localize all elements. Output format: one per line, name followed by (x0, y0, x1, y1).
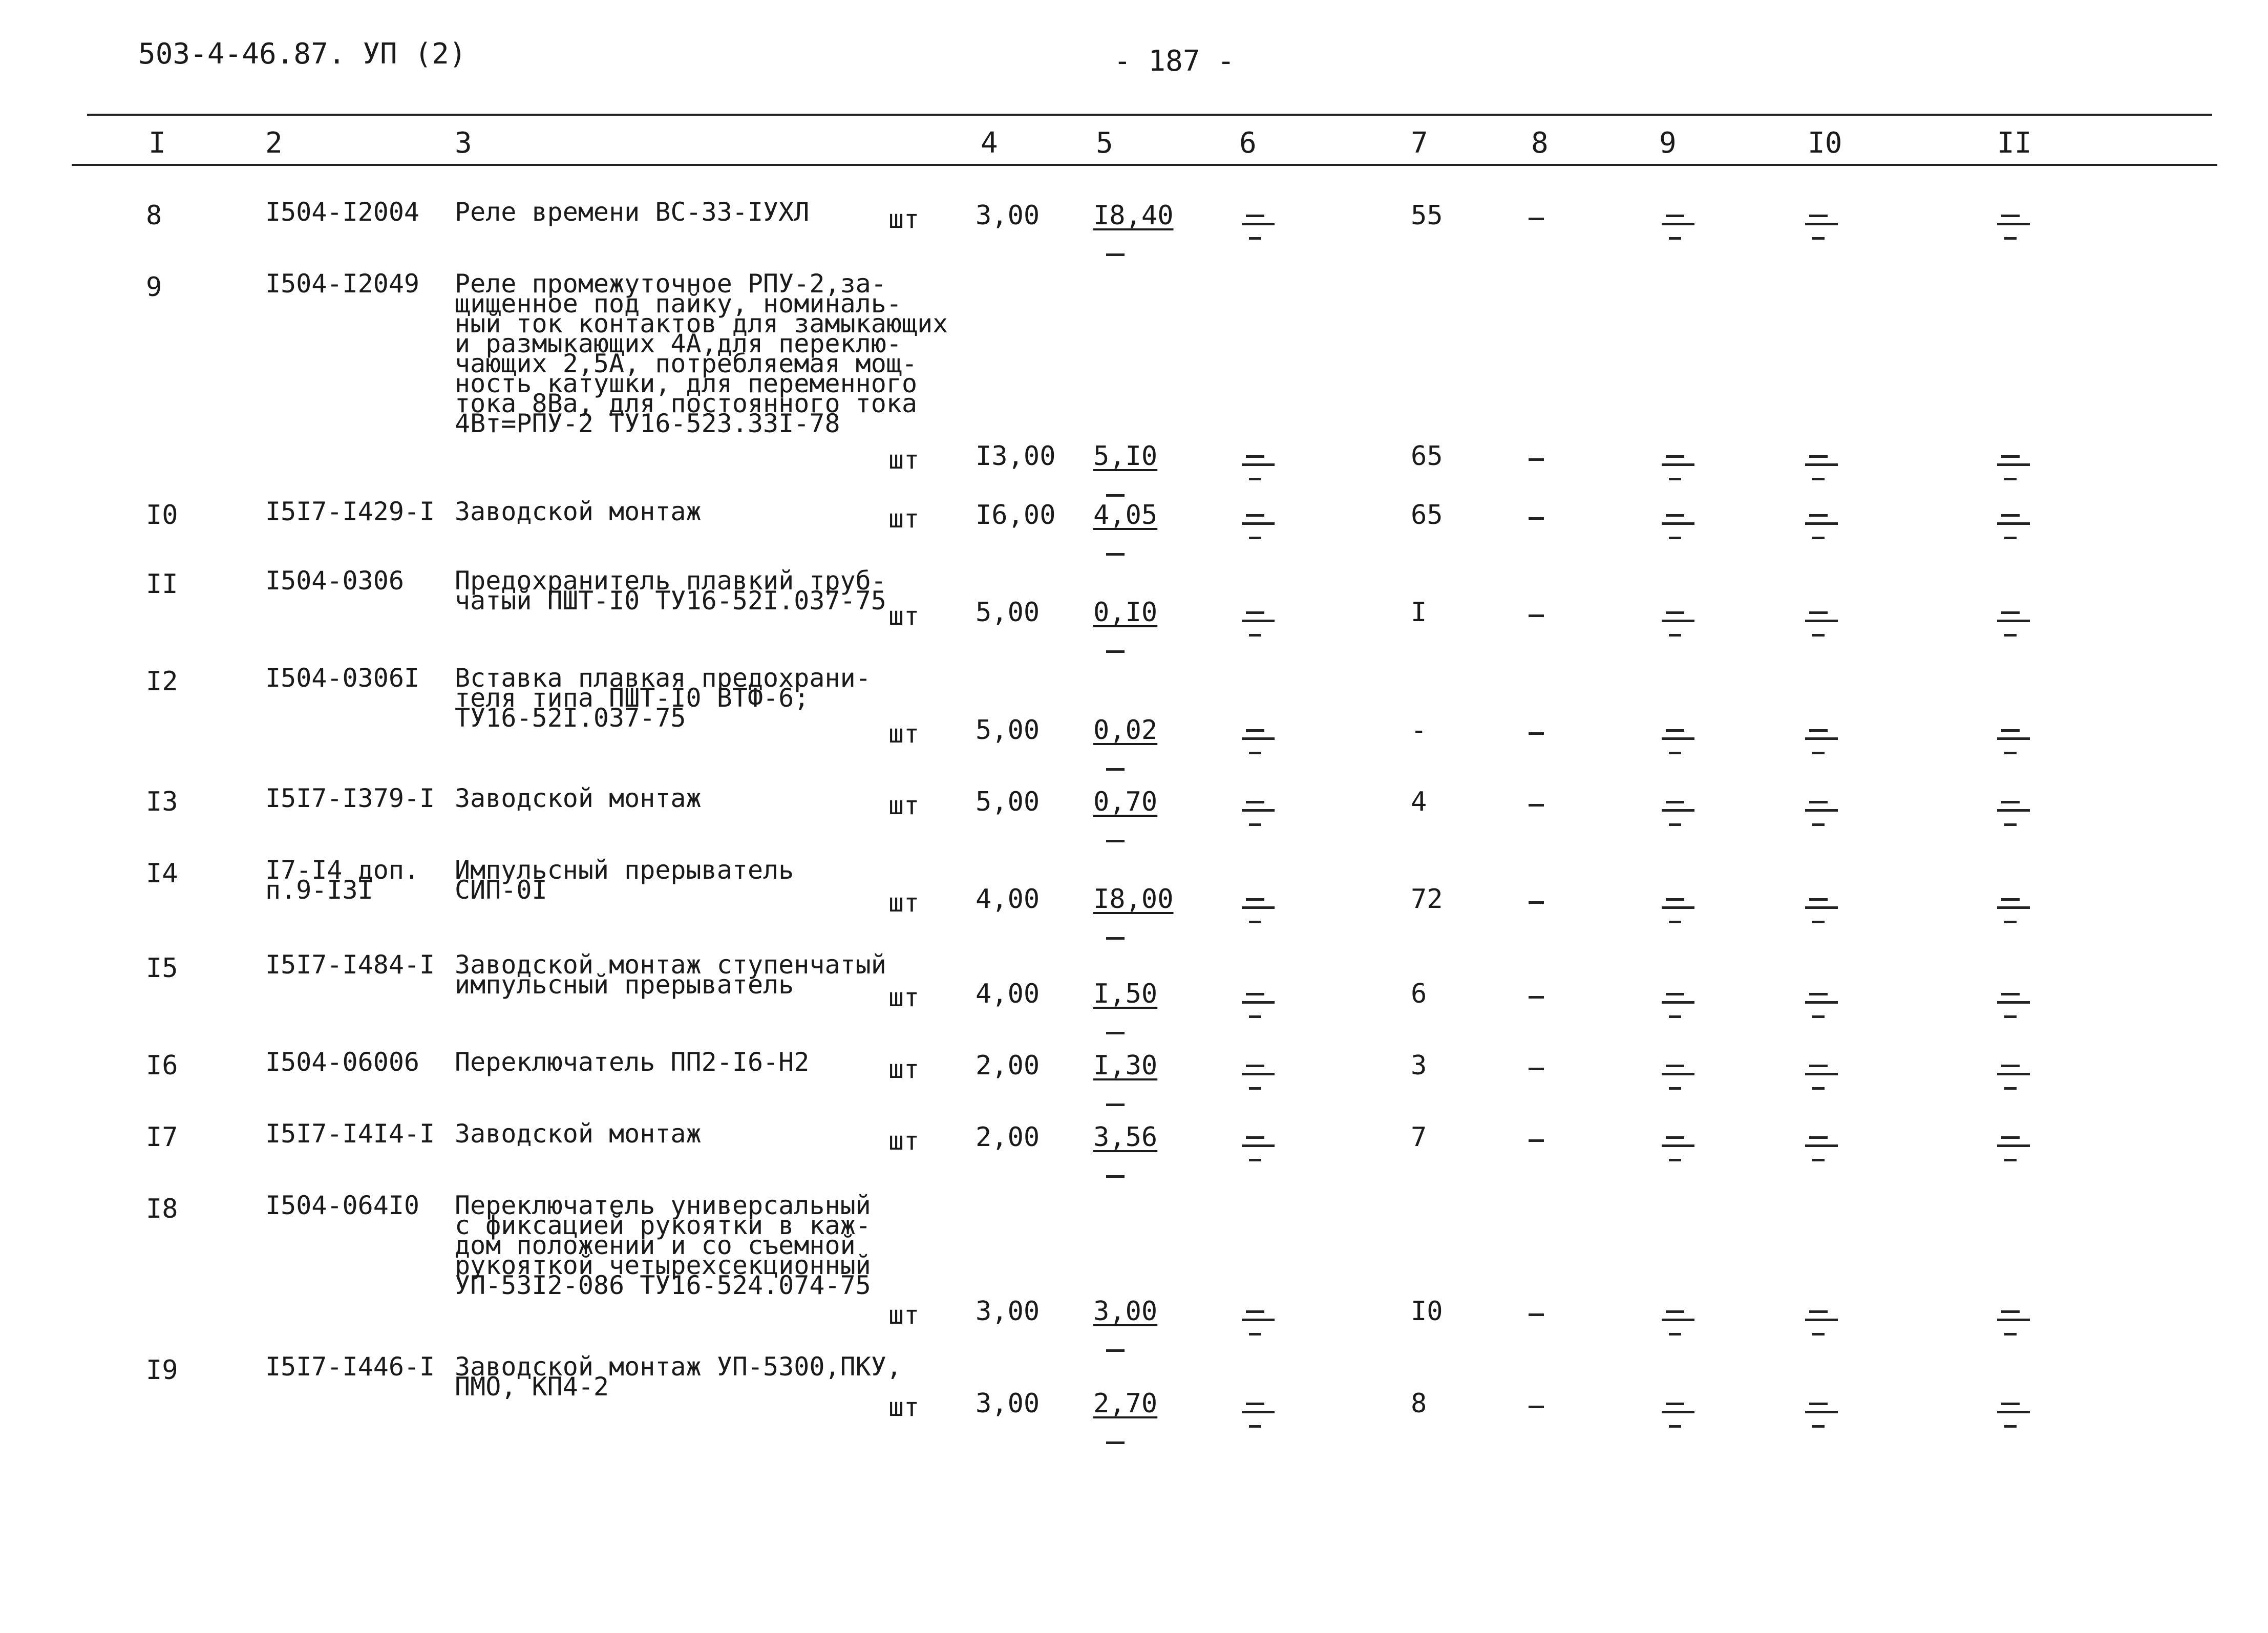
price-code: I504-0306I (265, 663, 420, 693)
fraction-dash (1242, 1310, 1275, 1325)
row-number: 8 (146, 200, 162, 231)
unit-price: I,30 (1093, 1050, 1158, 1081)
fraction-dash (1662, 455, 1694, 470)
price-code: I5I7-I429-I (265, 497, 435, 526)
column-7-value: 65 (1411, 500, 1443, 531)
price-code: I5I7-I484-I (265, 950, 435, 980)
column-8-dash (1529, 901, 1544, 904)
unit-price: 0,02 (1093, 715, 1158, 746)
price-code: I5I7-I446-I (265, 1352, 435, 1382)
item-description: Предохранитель плавкий труб- чатый ПШТ-I0 ТУ16-52I.037-75 (455, 566, 886, 616)
column-header-7: 7 (1411, 126, 1428, 160)
column-header-6: 6 (1239, 126, 1257, 160)
item-description: Реле времени ВС-33-IУХЛ (455, 197, 810, 227)
column-7-value: I0 (1411, 1296, 1443, 1327)
fraction-dash (1242, 801, 1275, 815)
fraction-dash (1242, 1065, 1275, 1079)
fraction-dash (1805, 801, 1838, 815)
column-8-dash (1529, 614, 1544, 617)
fraction-dash (1662, 801, 1694, 815)
fraction-dash (1662, 215, 1694, 229)
column-header-5: 5 (1096, 126, 1113, 160)
fraction-dash (1997, 455, 2030, 470)
fraction-dash (1242, 729, 1275, 744)
fraction-dash (1997, 801, 2030, 815)
fraction-dash (1662, 729, 1694, 744)
fraction-dash (1997, 514, 2030, 528)
fraction-dash (1805, 1065, 1838, 1079)
fraction-dash (1242, 611, 1275, 626)
column-7-value: 4 (1411, 787, 1427, 817)
quantity: 3,00 (976, 200, 1040, 231)
column-header-9: 9 (1659, 126, 1677, 160)
fraction-dash (1997, 729, 2030, 744)
column-8-dash (1529, 732, 1544, 735)
row-number: I8 (146, 1194, 178, 1224)
page-number: - 187 - (1114, 45, 1235, 78)
price-code: I504-0306 (265, 566, 404, 596)
column-7-value: 6 (1411, 979, 1427, 1009)
price-dash (1106, 1104, 1125, 1106)
column-header-4: 4 (981, 126, 998, 160)
fraction-dash (1662, 1065, 1694, 1079)
column-header-8: 8 (1531, 126, 1549, 160)
item-description: Вставка плавкая предохрани- теля типа ПШТ-I0 ВТФ-6; ТУ16-52I.037-75 (455, 663, 871, 733)
price-dash (1106, 650, 1125, 653)
price-dash (1106, 253, 1125, 256)
column-header-2: 2 (265, 126, 283, 160)
unit-price: I8,40 (1093, 200, 1174, 231)
fraction-dash (1805, 611, 1838, 626)
table-top-rule (87, 114, 2212, 116)
price-code: I504-064I0 (265, 1191, 420, 1220)
fraction-dash (1662, 993, 1694, 1007)
column-header-11: II (1997, 126, 2032, 160)
fraction-dash (1242, 215, 1275, 229)
quantity: 3,00 (976, 1296, 1040, 1327)
fraction-dash (1805, 1136, 1838, 1151)
fraction-dash (1242, 1403, 1275, 1417)
item-description: Заводской монтаж (455, 1119, 702, 1149)
fraction-dash (1997, 1065, 2030, 1079)
row-number: I3 (146, 787, 178, 817)
quantity: 4,00 (976, 884, 1040, 915)
column-8-dash (1529, 1313, 1544, 1316)
fraction-dash (1662, 611, 1694, 626)
row-number: I4 (146, 858, 178, 889)
row-number: I9 (146, 1355, 178, 1386)
unit: шт (888, 504, 920, 534)
quantity: 2,00 (976, 1050, 1040, 1081)
fraction-dash (1805, 729, 1838, 744)
unit: шт (888, 601, 920, 631)
fraction-dash (1997, 898, 2030, 913)
unit: шт (888, 791, 920, 820)
price-code: I5I7-I4I4-I (265, 1119, 435, 1149)
fraction-dash (1997, 1310, 2030, 1325)
price-dash (1106, 553, 1125, 556)
unit: шт (888, 1392, 920, 1422)
unit-price: 0,I0 (1093, 597, 1158, 628)
quantity: 3,00 (976, 1388, 1040, 1419)
unit: шт (888, 204, 920, 234)
row-number: I7 (146, 1122, 178, 1153)
column-7-value: - (1411, 715, 1427, 746)
row-number: I5 (146, 953, 178, 984)
quantity: I6,00 (976, 500, 1056, 531)
fraction-dash (1242, 1136, 1275, 1151)
row-number: I0 (146, 500, 178, 531)
unit-price: 0,70 (1093, 787, 1158, 817)
row-number: I2 (146, 666, 178, 697)
column-8-dash (1529, 1068, 1544, 1070)
quantity: 5,00 (976, 597, 1040, 628)
column-header-3: 3 (455, 126, 472, 160)
fraction-dash (1805, 1310, 1838, 1325)
fraction-dash (1662, 898, 1694, 913)
price-code: I504-I2049 (265, 269, 420, 299)
fraction-dash (1805, 993, 1838, 1007)
column-7-value: 3 (1411, 1050, 1427, 1081)
fraction-dash (1997, 1403, 2030, 1417)
item-description: Импульсный прерыватель СИП-0I (455, 855, 794, 905)
column-8-dash (1529, 218, 1544, 220)
item-description: Реле промежуточное РПУ-2,за- щищенное под пайку, номиналь- ный ток контактов для замыкающих и размыкающих 4А,для переклю- чающих 2,5А, потребляемая мощ- ность катушки, для переменного тока 8Ва, для постоянного тока 4Вт=РПУ-2 ТУ16-523.33I-78 (455, 269, 948, 438)
column-8-dash (1529, 1139, 1544, 1142)
column-7-value: I (1411, 597, 1427, 628)
column-8-dash (1529, 996, 1544, 999)
unit-price: 3,56 (1093, 1122, 1158, 1153)
fraction-dash (1805, 455, 1838, 470)
price-code: I504-06006 (265, 1047, 420, 1077)
price-dash (1106, 1175, 1125, 1178)
document-code: 503-4-46.87. УП (2) (138, 37, 467, 71)
quantity: I3,00 (976, 441, 1056, 472)
unit-price: I8,00 (1093, 884, 1174, 915)
price-code: I504-I2004 (265, 197, 420, 227)
item-description: Переключатель ПП2-I6-Н2 (455, 1047, 810, 1077)
column-7-value: 72 (1411, 884, 1443, 915)
unit: шт (888, 445, 920, 475)
unit-price: 4,05 (1093, 500, 1158, 531)
column-8-dash (1529, 804, 1544, 807)
unit: шт (888, 719, 920, 749)
column-header-1: I (149, 126, 166, 160)
fraction-dash (1242, 514, 1275, 528)
unit-price: I,50 (1093, 979, 1158, 1009)
price-code: I5I7-I379-I (265, 783, 435, 813)
column-8-dash (1529, 1406, 1544, 1408)
price-dash (1106, 1032, 1125, 1034)
fraction-dash (1662, 1403, 1694, 1417)
table-header-rule (72, 164, 2217, 166)
price-dash (1106, 937, 1125, 940)
fraction-dash (1805, 514, 1838, 528)
unit-price: 2,70 (1093, 1388, 1158, 1419)
column-header-10: I0 (1808, 126, 1842, 160)
unit: шт (888, 1300, 920, 1330)
unit-price: 3,00 (1093, 1296, 1158, 1327)
price-dash (1106, 1349, 1125, 1352)
row-number: I6 (146, 1050, 178, 1081)
fraction-dash (1242, 455, 1275, 470)
fraction-dash (1997, 611, 2030, 626)
fraction-dash (1805, 215, 1838, 229)
fraction-dash (1662, 514, 1694, 528)
column-7-value: 55 (1411, 200, 1443, 231)
unit-price: 5,I0 (1093, 441, 1158, 472)
price-code: I7-I4 доп. п.9-I3I (265, 855, 420, 905)
item-description: Заводской монтаж УП-5300,ПКУ, ПМО, КП4-2 (455, 1352, 902, 1402)
item-description: Заводской монтаж (455, 497, 702, 526)
fraction-dash (1805, 1403, 1838, 1417)
price-dash (1106, 1441, 1125, 1444)
price-dash (1106, 768, 1125, 771)
unit: шт (888, 983, 920, 1012)
unit: шт (888, 1126, 920, 1156)
column-7-value: 8 (1411, 1388, 1427, 1419)
fraction-dash (1662, 1136, 1694, 1151)
fraction-dash (1805, 898, 1838, 913)
price-dash (1106, 840, 1125, 842)
quantity: 4,00 (976, 979, 1040, 1009)
unit: шт (888, 1054, 920, 1084)
fraction-dash (1997, 993, 2030, 1007)
row-number: II (146, 569, 178, 600)
fraction-dash (1242, 898, 1275, 913)
item-description: Заводской монтаж (455, 783, 702, 813)
column-7-value: 7 (1411, 1122, 1427, 1153)
column-8-dash (1529, 517, 1544, 520)
price-dash (1106, 494, 1125, 497)
item-description: Переключатель универсальный с фиксацией рукоятки в каж- дом положении и со съемной рукояткой четырехсекционный УП-53I2-086 ТУ16-524.074-75 (455, 1191, 871, 1300)
fraction-dash (1662, 1310, 1694, 1325)
quantity: 5,00 (976, 715, 1040, 746)
row-number: 9 (146, 272, 162, 303)
fraction-dash (1997, 215, 2030, 229)
quantity: 5,00 (976, 787, 1040, 817)
column-8-dash (1529, 458, 1544, 461)
fraction-dash (1242, 993, 1275, 1007)
column-7-value: 65 (1411, 441, 1443, 472)
item-description: Заводской монтаж ступенчатый импульсный прерыватель (455, 950, 886, 1000)
quantity: 2,00 (976, 1122, 1040, 1153)
fraction-dash (1997, 1136, 2030, 1151)
unit: шт (888, 888, 920, 918)
